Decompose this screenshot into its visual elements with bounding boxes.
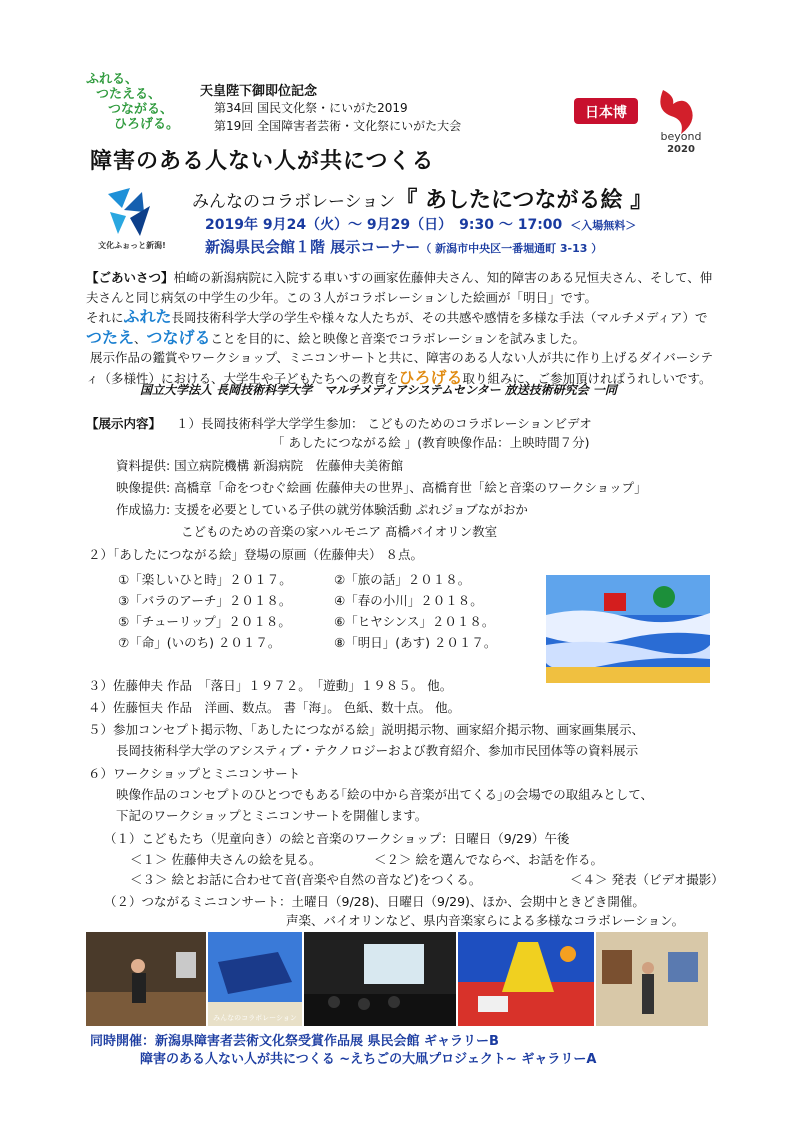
nipponhaku-logo xyxy=(570,92,642,130)
festival-2-num: 第19回 xyxy=(214,119,254,133)
keyword-separator: 、 xyxy=(134,330,147,346)
bunka-logo-icon xyxy=(100,182,160,242)
greeting-p3b: 取り組みに、ご参加頂ければうれしいです。 xyxy=(462,370,712,386)
commemoration: 天皇陛下御即位記念 xyxy=(200,84,318,99)
exhibit-source-1: 資料提供: 国立病院機構 新潟病院 佐藤伸夫美術館 xyxy=(116,458,404,473)
venue-name: 新潟県民会館１階 展示コーナー xyxy=(205,238,421,256)
festival-1 xyxy=(214,99,408,116)
workshop-step-3: ＜３＞ 絵とお話に合わせて音(音楽や自然の音など)をつくる。 xyxy=(130,872,482,887)
photo-caption: みんなのコラボレーション xyxy=(213,1014,297,1022)
keyword-fureta: ふれた xyxy=(123,307,172,326)
beyond-year: 2020 xyxy=(667,144,695,154)
greeting-p1: 柏崎の新潟病院に入院する車いすの画家佐藤伸夫さん、知的障害のある兄恒夫さん、そして、伸夫さんと同じ病気の中学生の少年。この３人がコラボレーションした絵画が「明日」です。 xyxy=(86,270,713,305)
greeting-p2b: 長岡技術科学大学の学生や様々な人たちが、その共感や感情を多様な手法（マルチメディア）で xyxy=(171,310,708,325)
festival-1-name: 国民文化祭・にいがた2019 xyxy=(257,101,408,115)
exhibit-item-3: ３）佐藤伸夫 作品 「落日」１９７２。 「遊動」１９８５。 他。 xyxy=(88,678,453,693)
photo-violin-performance xyxy=(86,932,206,1026)
concert-title: （２）つながるミニコンサート：土曜日（9/28)、日曜日（9/29)、ほか、会期中ときどき開催。 xyxy=(104,894,645,909)
workshop-title: （１）こどもたち（児童向き）の絵と音楽のワークショップ：日曜日（9/29）午後 xyxy=(104,831,570,846)
exhibit-item-6: ６）ワークショップとミニコンサート xyxy=(88,766,301,781)
work-5: ⑤「チューリップ」２０１８。 xyxy=(118,614,291,629)
exhibit-item-6a: 映像作品のコンセプトのひとつでもある｢絵の中から音楽が出てくる｣の会場での取組みとして、 xyxy=(116,787,654,802)
concert-detail: 声楽、バイオリンなど、県内音楽家らによる多様なコラボレーション。 xyxy=(286,913,685,928)
slogan-line: つながる、 xyxy=(108,102,174,117)
photo-gallery-visitors xyxy=(596,932,708,1026)
exhibit-item-1: １）長岡技術科学大学学生参加： こどものためのコラボレーションビデオ xyxy=(176,416,592,431)
greeting xyxy=(86,268,714,388)
event-date-text: 2019年 9月24（火）～ 9月29（日） 9:30 ～ 17:00 xyxy=(205,217,563,233)
painting-image xyxy=(546,575,710,683)
event-venue xyxy=(205,236,602,257)
concurrent-event-2: 障害のある人ない人が共につくる ~えちごの大凧プロジェクト~ ギャラリーA xyxy=(140,1052,597,1067)
work-7: ⑦「命」(いのち) ２０１７。 xyxy=(118,635,281,650)
exhibit-item-6b: 下記のワークショップとミニコンサートを開催します。 xyxy=(116,808,428,823)
festival-2-name: 全国障害者芸術・文化祭にいがた大会 xyxy=(257,119,462,133)
keyword-tsutae: つたえ xyxy=(86,327,135,347)
slogan-line: ふれる、 xyxy=(86,72,139,87)
slogan-line: ひろげる。 xyxy=(114,117,180,132)
exhibit-item-2: ２）「あしたにつながる絵」登場の原画（佐藤伸夫） ８点。 xyxy=(88,547,423,562)
slogan-line: つたえる、 xyxy=(96,87,162,102)
keyword-tsunageru: つなげる xyxy=(146,327,211,347)
photo-painting-sailboat xyxy=(458,932,594,1026)
exhibit-item-4: ４）佐藤恒夫 作品 洋画、数点。 書「海」。 色紙、数十点。 他。 xyxy=(88,700,461,715)
subtitle-prefix: みんなのコラボレーション xyxy=(192,192,396,212)
festival-1-num: 第34回 xyxy=(214,101,254,115)
main-title: 障害のある人ない人が共につくる xyxy=(90,149,435,174)
exhibit-source-4: こどものための音楽の家ハルモニア 髙橋バイオリン教室 xyxy=(181,524,498,539)
slogan xyxy=(86,72,196,132)
work-2: ②「旅の話」２０１８。 xyxy=(334,572,471,587)
work-3: ③「バラのアーチ」２０１８。 xyxy=(118,593,292,608)
venue-address: （ 新潟市中央区一番堀通町 3-13 ） xyxy=(420,242,603,255)
signature: 国立大学法人 長岡技術科学大学 マルチメディアシステムセンター 放送技術研究会 一同 xyxy=(140,383,617,397)
work-4: ④「春の小川」２０１８。 xyxy=(334,593,483,608)
photo-painting-blue xyxy=(208,932,302,1026)
greeting-label: 【ごあいさつ】 xyxy=(86,270,174,285)
work-8: ⑧「明日」(あす) ２０１７。 xyxy=(334,635,497,650)
exhibit-source-3: 作成協力: 支援を必要としている子供の就労体験活動 ぷれジョブながおか xyxy=(116,502,528,517)
subtitle-main: 『 あしたにつながる絵 』 xyxy=(395,188,653,213)
keyword-hirogeru: ひろげる xyxy=(398,367,463,387)
concurrent-event-1: 同時開催：新潟県障害者芸術文化祭受賞作品展 県民会館 ギャラリーB xyxy=(90,1034,499,1049)
workshop-step-1: ＜１＞ 佐藤伸夫さんの絵を見る。 xyxy=(130,852,322,867)
exhibit-item-5: ５）参加コンセプト掲示物、「あしたにつながる絵」説明掲示物、画家紹介掲示物、画家画集展示、 xyxy=(88,722,645,737)
work-1: ①「楽しいひと時」２０１７。 xyxy=(118,572,292,587)
exhibit-label: 【展示内容】 xyxy=(86,416,162,431)
photo-screening-room xyxy=(304,932,456,1026)
workshop-step-2: ＜２＞ 絵を選んでならべ、お話を作る。 xyxy=(374,852,603,867)
exhibit-item-1b: 「 あしたにつながる絵 」(教育映像作品：上映時間７分) xyxy=(272,435,590,450)
beyond-text: beyond xyxy=(660,130,702,143)
logo-caption: 文化ふぉっと新潟! xyxy=(98,241,166,250)
work-6: ⑥「ヒヤシンス」２０１８。 xyxy=(334,614,495,629)
exhibit-source-2: 映像提供: 高橋章「命をつむぐ絵画 佐藤伸夫の世界」、高橋育世「絵と音楽のワークショップ」 xyxy=(116,480,647,495)
festival-2 xyxy=(214,117,461,134)
greeting-p2a: それに xyxy=(86,310,124,325)
beyond-2020-logo xyxy=(645,82,717,154)
workshop-step-4: ＜４＞ 発表（ビデオ撮影） xyxy=(570,872,724,887)
event-date xyxy=(205,214,636,234)
greeting-p3a: 展示作品の鑑賞やワークショップ、ミニコンサートと共に、障害のある人ない人が共に作り上げるダイバーシティ（多様性）における、大学生や子どもたちへの教育を xyxy=(86,350,713,386)
nipponhaku-text: 日本博 xyxy=(585,105,627,121)
exhibit-item-5b: 長岡技術科学大学のアシスティブ・テクノロジーおよび教育紹介、参加市民団体等の資料展示 xyxy=(116,743,639,758)
subtitle xyxy=(192,183,652,214)
greeting-p2c: ことを目的に、絵と映像と音楽でコラボレーションを試みました。 xyxy=(210,330,586,346)
free-admission: ＜入場無料＞ xyxy=(570,219,637,232)
